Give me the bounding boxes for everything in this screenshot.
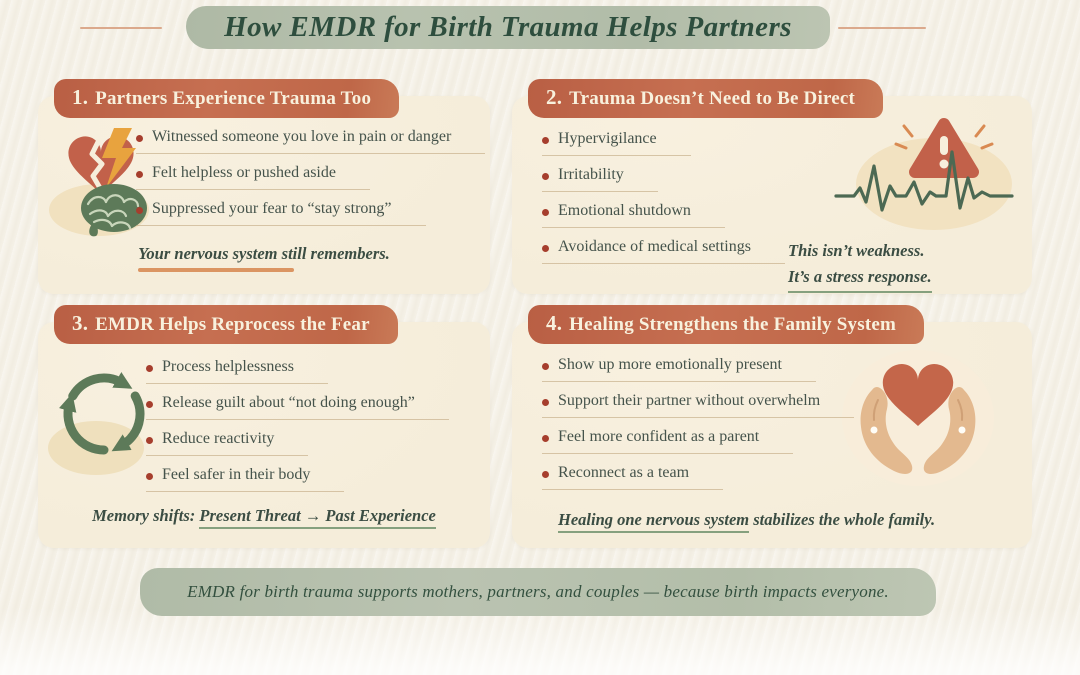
- card-3-header: [54, 305, 398, 344]
- card-trauma-not-direct: [512, 85, 1032, 294]
- bullet-item: Support their partner without overwhelm: [542, 392, 854, 418]
- card-2-note-line-1: This isn’t weakness.: [788, 241, 925, 260]
- card-3-note: [38, 506, 490, 526]
- card-3-bullet-list: [146, 358, 449, 502]
- page-title: How EMDR for Birth Trauma Helps Partners: [224, 11, 792, 43]
- card-1-header: [54, 79, 399, 118]
- bullet-item: Avoidance of medical settings: [542, 238, 785, 264]
- bullet-item: Reconnect as a team: [542, 464, 723, 490]
- bullet-item: Show up more emotionally present: [542, 356, 816, 382]
- card-1-title: Partners Experience Trauma Too: [95, 88, 372, 109]
- card-1-bullet-list: [136, 128, 485, 236]
- card-4-note-underlined: Healing one nervous system: [558, 510, 749, 533]
- bullet-item: Feel safer in their body: [146, 466, 344, 492]
- warning-triangle-icon: [915, 124, 973, 172]
- footer-banner: [140, 568, 936, 616]
- bullet-item: Process helplessness: [146, 358, 328, 384]
- card-3-title: EMDR Helps Reprocess the Fear: [95, 314, 370, 335]
- card-4-number: 4.: [546, 311, 563, 335]
- warning-heartbeat-icon: [834, 108, 1016, 234]
- card-2-note-line-2: It’s a stress response.: [788, 264, 932, 294]
- card-4-note: [558, 510, 1018, 530]
- card-3-note-underlined: Present Threat → Past Experience: [199, 506, 435, 529]
- bullet-item: Hypervigilance: [542, 130, 691, 156]
- card-2-header: [528, 79, 883, 118]
- card-healing-family-system: [512, 311, 1032, 548]
- title-banner: [186, 6, 830, 49]
- card-2-note: [788, 238, 988, 293]
- card-2-bullet-list: [542, 130, 785, 274]
- card-4-header: [528, 305, 924, 344]
- card-partners-experience-trauma: [38, 85, 490, 294]
- card-1-note: [38, 244, 490, 264]
- bullet-item: Suppressed your fear to “stay strong”: [136, 200, 426, 226]
- bullet-item: Irritability: [542, 166, 658, 192]
- card-1-note-text: Your nervous system still remembers.: [138, 244, 390, 263]
- card-1-number: 1.: [72, 85, 89, 109]
- bullet-item: Witnessed someone you love in pain or danger: [136, 128, 485, 154]
- card-4-title: Healing Strengthens the Family System: [569, 314, 897, 335]
- title-right-rule: [838, 27, 926, 29]
- bullet-item: Felt helpless or pushed aside: [136, 164, 370, 190]
- title-left-rule: [80, 27, 162, 29]
- card-3-number: 3.: [72, 311, 89, 335]
- bullet-item: Emotional shutdown: [542, 202, 725, 228]
- bullet-item: Feel more confident as a parent: [542, 428, 793, 454]
- card-2-title: Trauma Doesn’t Need to Be Direct: [569, 88, 856, 109]
- card-3-note-lead: Memory shifts:: [92, 506, 200, 525]
- bullet-item: Release guilt about “not doing enough”: [146, 394, 449, 420]
- card-4-bullet-list: [542, 356, 854, 500]
- card-emdr-reprocess-fear: [38, 311, 490, 548]
- hands-holding-heart-icon: [838, 342, 998, 490]
- card-4-note-rest: stabilizes the whole family.: [749, 510, 936, 529]
- bullet-item: Reduce reactivity: [146, 430, 308, 456]
- card-2-number: 2.: [546, 85, 563, 109]
- footer-text: EMDR for birth trauma supports mothers, partners, and couples — because birth impacts everyone.: [187, 582, 889, 601]
